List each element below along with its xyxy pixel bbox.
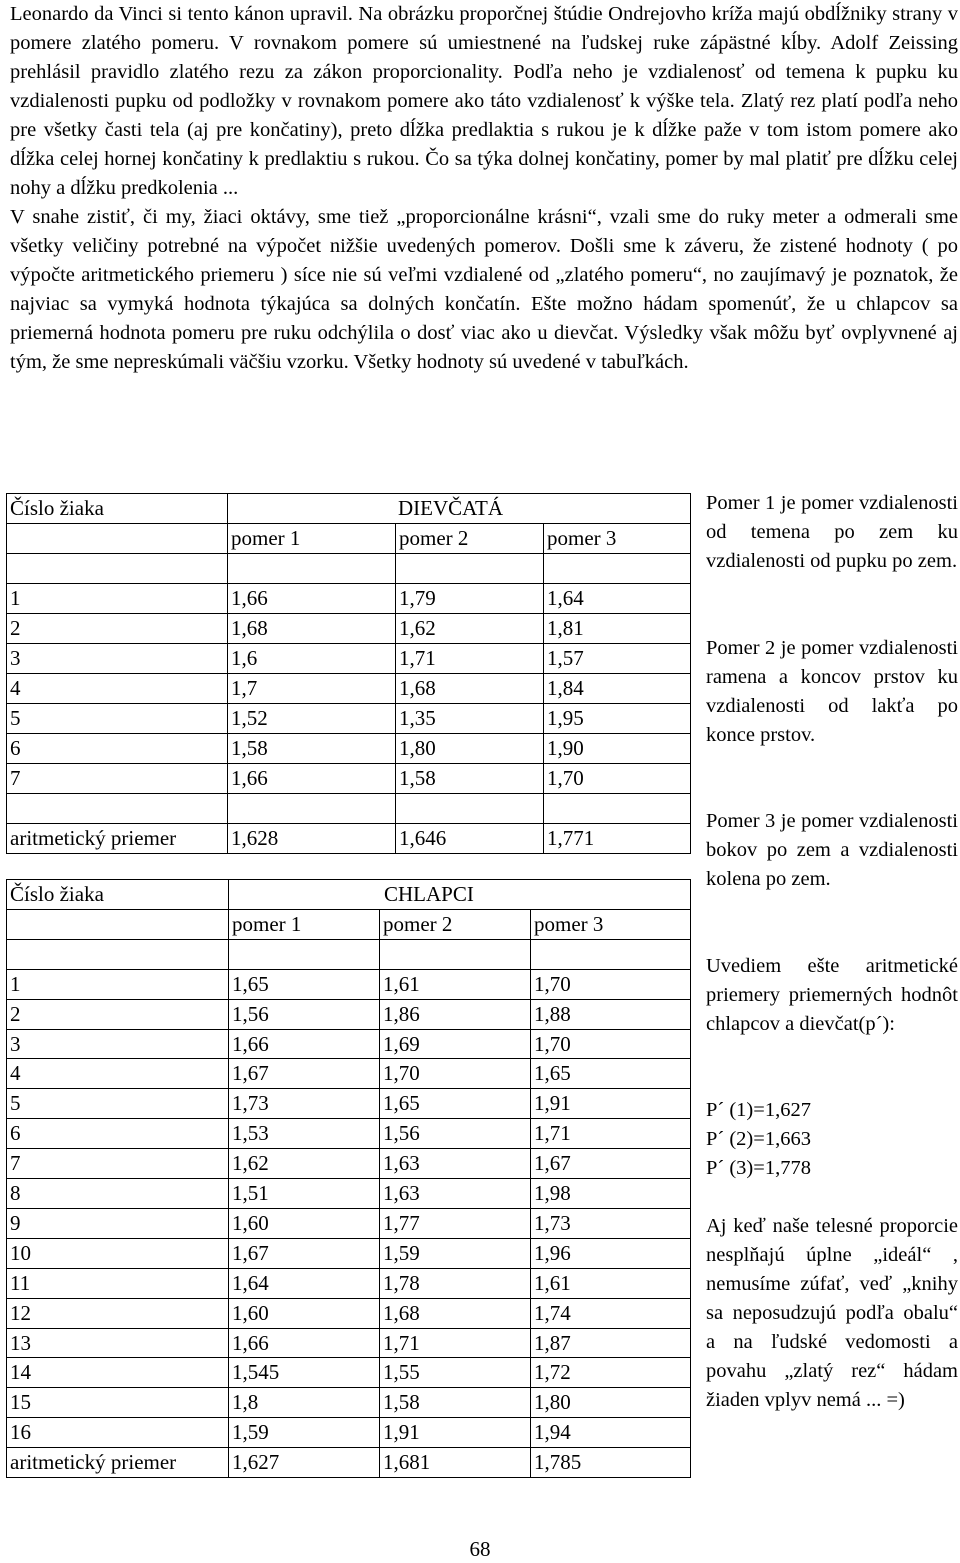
- table-row: [7, 734, 691, 764]
- student-number-cell: 16: [7, 1418, 229, 1448]
- ratio-value-cell: 1,66: [228, 764, 396, 794]
- column-header: pomer 2: [396, 524, 544, 554]
- ratio-value-cell: 1,35: [396, 704, 544, 734]
- student-number-cell: 12: [7, 1298, 229, 1328]
- boys-table: [6, 879, 691, 1478]
- p-value-1: P´ (1)=1,627: [706, 1099, 811, 1121]
- page-number: 68: [469, 1537, 491, 1561]
- ratio-value-cell: 1,87: [531, 1328, 691, 1358]
- table-row: [7, 1149, 691, 1179]
- ratio-value-cell: 1,80: [531, 1388, 691, 1418]
- ratio-value-cell: 1,77: [380, 1208, 531, 1238]
- ratio-value-cell: 1,57: [544, 644, 691, 674]
- ratio-value-cell: 1,68: [396, 674, 544, 704]
- ratio-value-cell: 1,72: [531, 1358, 691, 1388]
- table-row: [7, 764, 691, 794]
- ratio-value-cell: 1,62: [229, 1149, 380, 1179]
- girls-table: [6, 493, 691, 854]
- student-number-cell: 8: [7, 1179, 229, 1209]
- ratio-value-cell: 1,64: [544, 584, 691, 614]
- ratio-value-cell: 1,56: [380, 1119, 531, 1149]
- ratio-value-cell: 1,66: [229, 1328, 380, 1358]
- ratio-value-cell: 1,81: [544, 614, 691, 644]
- ratio-value-cell: 1,70: [531, 1029, 691, 1059]
- student-number-cell: 4: [7, 674, 228, 704]
- girls-table-title: DIEVČATÁ: [228, 494, 691, 524]
- ratio-value-cell: 1,86: [380, 999, 531, 1029]
- ratio-value-cell: 1,73: [531, 1208, 691, 1238]
- ratio-value-cell: 1,78: [380, 1268, 531, 1298]
- student-number-cell: 5: [7, 1089, 229, 1119]
- ratio-value-cell: 1,91: [531, 1089, 691, 1119]
- ratio-value-cell: 1,90: [544, 734, 691, 764]
- student-number-cell: 14: [7, 1358, 229, 1388]
- column-header: pomer 3: [544, 524, 691, 554]
- mean-value: 1,771: [544, 824, 691, 854]
- ratio-value-cell: 1,63: [380, 1179, 531, 1209]
- ratio-value-cell: 1,65: [531, 1059, 691, 1089]
- ratio-value-cell: 1,58: [228, 734, 396, 764]
- table-row: [7, 584, 691, 614]
- student-number-label: Číslo žiaka: [7, 494, 228, 524]
- ratio-value-cell: 1,60: [229, 1298, 380, 1328]
- boys-table-title: CHLAPCI: [229, 880, 691, 910]
- student-number-cell: 6: [7, 1119, 229, 1149]
- ratio-value-cell: 1,7: [228, 674, 396, 704]
- ratio-value-cell: 1,58: [396, 764, 544, 794]
- ratio-value-cell: 1,55: [380, 1358, 531, 1388]
- ratio-value-cell: 1,61: [531, 1268, 691, 1298]
- ratio-value-cell: 1,53: [229, 1119, 380, 1149]
- ratio-value-cell: 1,67: [531, 1149, 691, 1179]
- ratio-value-cell: 1,69: [380, 1029, 531, 1059]
- student-number-cell: 2: [7, 999, 229, 1029]
- ratio-value-cell: 1,56: [229, 999, 380, 1029]
- mean-value: 1,627: [229, 1448, 380, 1478]
- closing-note: Aj keď naše telesné proporcie nesplňajú úplne „ideál“ , nemusíme zúfať, veď „knihy sa neposudzujú podľa obalu“ a na ľudské vedomosti a povahu „zlatý rez“ hádam žiaden vplyv nemá ... =): [706, 1215, 958, 1411]
- ratio-value-cell: 1,74: [531, 1298, 691, 1328]
- table-row: [7, 704, 691, 734]
- ratio-value-cell: 1,51: [229, 1179, 380, 1209]
- ratio-value-cell: 1,96: [531, 1238, 691, 1268]
- ratio-value-cell: 1,52: [228, 704, 396, 734]
- ratio-value-cell: 1,63: [380, 1149, 531, 1179]
- table-row: [7, 614, 691, 644]
- ratio-value-cell: 1,67: [229, 1059, 380, 1089]
- table-row: [7, 969, 691, 999]
- table-row: [7, 1418, 691, 1448]
- student-number-cell: 10: [7, 1238, 229, 1268]
- intro-text: [10, 0, 958, 377]
- student-number-cell: 11: [7, 1268, 229, 1298]
- ratio-value-cell: 1,6: [228, 644, 396, 674]
- student-number-cell: 9: [7, 1208, 229, 1238]
- mean-value: 1,646: [396, 824, 544, 854]
- student-number-cell: 13: [7, 1328, 229, 1358]
- ratio-value-cell: 1,66: [229, 1029, 380, 1059]
- ratio-value-cell: 1,73: [229, 1089, 380, 1119]
- column-header: pomer 2: [380, 909, 531, 939]
- mean-value: 1,681: [380, 1448, 531, 1478]
- mean-label: aritmetický priemer: [7, 1448, 229, 1478]
- student-number-cell: 2: [7, 614, 228, 644]
- ratio-value-cell: 1,94: [531, 1418, 691, 1448]
- ratio-value-cell: 1,70: [544, 764, 691, 794]
- student-number-label: Číslo žiaka: [7, 880, 229, 910]
- table-row: [7, 1089, 691, 1119]
- student-number-cell: 3: [7, 644, 228, 674]
- table-row: [7, 644, 691, 674]
- boys-table-body: [7, 969, 691, 1448]
- student-number-cell: 4: [7, 1059, 229, 1089]
- ratio-value-cell: 1,65: [229, 969, 380, 999]
- girls-table-body: [7, 584, 691, 794]
- ratio-value-cell: 1,71: [531, 1119, 691, 1149]
- averages-intro: Uvediem ešte aritmetické priemery priemerných hodnôt chlapcov a dievčat(p´):: [706, 955, 958, 1035]
- ratio-value-cell: 1,545: [229, 1358, 380, 1388]
- student-number-cell: 1: [7, 969, 229, 999]
- table-row: [7, 674, 691, 704]
- intro-paragraph-2: V snahe zistiť, či my, žiaci oktávy, sme tiež „proporcionálne krásni“, vzali sme do ruky meter a odmerali sme všetky veličiny potrebné na výpočet nižšie uvedených pomerov. Došli sme k záveru, že zistené hodnoty ( po výpočte aritmetického priemeru ) síce nie sú veľmi vzdialené od „zlatého pomeru“, no zaujímavý je poznatok, že najviac sa vymyká hodnota týkajúca sa dolných končatín. Ešte možno hádam spomenúť, že u chlapcov sa priemerná hodnota pomeru pre ruku odchýlila o dosť viac ako u dievčat. Výsledky však môžu byť ovplyvnené aj tým, že sme nepreskúmali väčšiu vzorku. Všetky hodnoty sú uvedené v tabuľkách.: [10, 206, 958, 373]
- ratio-value-cell: 1,84: [544, 674, 691, 704]
- blank-cell: [7, 524, 228, 554]
- ratio-value-cell: 1,70: [380, 1059, 531, 1089]
- ratio-value-cell: 1,60: [229, 1208, 380, 1238]
- table-row: [7, 1029, 691, 1059]
- table-row: [7, 1298, 691, 1328]
- table-row: [7, 1059, 691, 1089]
- ratio-value-cell: 1,67: [229, 1238, 380, 1268]
- student-number-cell: 7: [7, 1149, 229, 1179]
- ratio-value-cell: 1,71: [396, 644, 544, 674]
- student-number-cell: 7: [7, 764, 228, 794]
- student-number-cell: 6: [7, 734, 228, 764]
- blank-cell: [7, 909, 229, 939]
- ratio-value-cell: 1,65: [380, 1089, 531, 1119]
- table-row: [7, 1238, 691, 1268]
- student-number-cell: 3: [7, 1029, 229, 1059]
- column-header: pomer 1: [229, 909, 380, 939]
- table-row: [7, 1358, 691, 1388]
- ratio-value-cell: 1,64: [229, 1268, 380, 1298]
- table-row: [7, 1179, 691, 1209]
- ratio-1-definition: Pomer 1 je pomer vzdialenosti od temena po zem ku vzdialenosti od pupku po zem.: [706, 492, 958, 572]
- student-number-cell: 15: [7, 1388, 229, 1418]
- ratio-value-cell: 1,62: [396, 614, 544, 644]
- table-row: [7, 1208, 691, 1238]
- mean-value: 1,628: [228, 824, 396, 854]
- table-row: [7, 999, 691, 1029]
- student-number-cell: 5: [7, 704, 228, 734]
- ratio-value-cell: 1,58: [380, 1388, 531, 1418]
- ratio-value-cell: 1,79: [396, 584, 544, 614]
- ratio-value-cell: 1,70: [531, 969, 691, 999]
- ratio-3-definition: Pomer 3 je pomer vzdialenosti bokov po zem a vzdialenosti kolena po zem.: [706, 810, 958, 890]
- mean-label: aritmetický priemer: [7, 824, 228, 854]
- ratio-value-cell: 1,59: [229, 1418, 380, 1448]
- ratio-value-cell: 1,91: [380, 1418, 531, 1448]
- ratio-value-cell: 1,98: [531, 1179, 691, 1209]
- table-row: [7, 1388, 691, 1418]
- ratio-2-definition: Pomer 2 je pomer vzdialenosti ramena a koncov prstov ku vzdialenosti od lakťa po konce prstov.: [706, 637, 958, 746]
- ratio-value-cell: 1,61: [380, 969, 531, 999]
- table-row: [7, 1119, 691, 1149]
- mean-value: 1,785: [531, 1448, 691, 1478]
- ratio-value-cell: 1,68: [228, 614, 396, 644]
- table-row: [7, 1328, 691, 1358]
- ratio-value-cell: 1,59: [380, 1238, 531, 1268]
- column-header: pomer 1: [228, 524, 396, 554]
- column-header: pomer 3: [531, 909, 691, 939]
- ratio-value-cell: 1,80: [396, 734, 544, 764]
- ratio-value-cell: 1,95: [544, 704, 691, 734]
- intro-paragraph-1: Leonardo da Vinci si tento kánon upravil. Na obrázku proporčnej štúdie Ondrejovho kríža majú obdĺžniky strany v pomere zlatého pomeru. V rovnakom pomere sú umiestnené na ľudskej ruke zápästné kĺby. Adolf Zeissing prehlásil pravidlo zlatého rezu za zákon proporcionality. Podľa neho je vzdialenosť od temena k pupku ku vzdialenosti pupku od podložky v rovnakom pomere ako táto vzdialenosť k výške tela. Zlatý rez platí podľa neho pre všetky časti tela (aj pre končatiny), preto dĺžka predlaktia s rukou je k dĺžke paže v tom istom pomere ako dĺžka celej hornej končatiny k predlaktiu s rukou. Čo sa týka dolnej končatiny, pomer by mal platiť pre dĺžku celej nohy a dĺžku predkolenia ...: [10, 3, 958, 199]
- p-value-2: P´ (2)=1,663: [706, 1128, 811, 1150]
- ratio-value-cell: 1,68: [380, 1298, 531, 1328]
- ratio-value-cell: 1,71: [380, 1328, 531, 1358]
- ratio-value-cell: 1,8: [229, 1388, 380, 1418]
- p-value-3: P´ (3)=1,778: [706, 1157, 811, 1179]
- table-row: [7, 1268, 691, 1298]
- ratio-value-cell: 1,88: [531, 999, 691, 1029]
- ratio-value-cell: 1,66: [228, 584, 396, 614]
- student-number-cell: 1: [7, 584, 228, 614]
